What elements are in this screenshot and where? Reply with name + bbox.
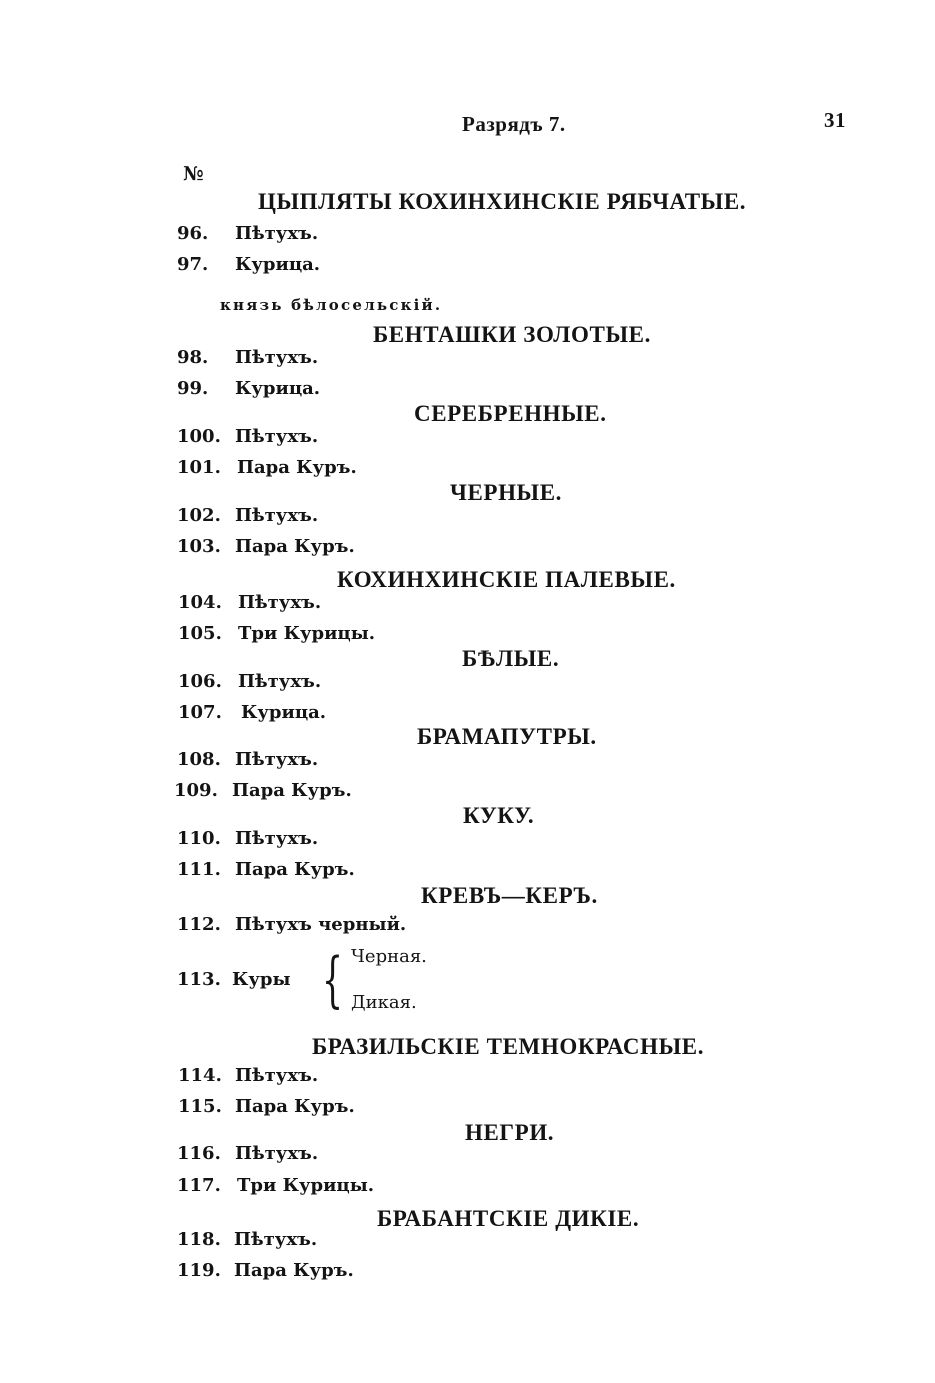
item-number: 111. xyxy=(177,859,221,880)
item-number: 119. xyxy=(177,1260,221,1281)
item-text: Пара Куръ. xyxy=(235,536,355,557)
list-item xyxy=(177,749,318,770)
item-text: Пѣтухъ. xyxy=(235,1065,319,1086)
item-number: 101. xyxy=(177,457,221,478)
section-heading: НЕГРИ. xyxy=(465,1120,555,1145)
item-text: Пѣтухъ. xyxy=(235,426,319,447)
item-number: 104. xyxy=(178,592,222,613)
item-text: Пара Куръ. xyxy=(237,457,357,478)
item-text: Пара Куръ. xyxy=(234,1260,354,1281)
list-item xyxy=(177,223,318,244)
list-item xyxy=(178,1096,355,1117)
list-item xyxy=(177,347,318,368)
section-heading: СЕРЕБРЕННЫЕ. xyxy=(414,401,607,426)
item-text: Три Курицы. xyxy=(237,1175,375,1196)
list-item xyxy=(177,254,320,275)
brace-symbol: { xyxy=(322,945,344,1015)
list-item xyxy=(178,592,321,613)
list-item xyxy=(177,914,406,935)
item-number: 97. xyxy=(177,254,209,275)
item-number: 108. xyxy=(177,749,221,770)
item-text: Курица. xyxy=(241,702,327,723)
section-heading: БРАБАНТСКІЕ ДИКІЕ. xyxy=(377,1206,640,1231)
list-item xyxy=(177,378,320,399)
section-heading: КРЕВЪ—КЕРЪ. xyxy=(421,883,598,908)
item-number: 96. xyxy=(177,223,209,244)
list-item xyxy=(177,536,355,557)
item-number: 99. xyxy=(177,378,209,399)
item-text: Пѣтухъ. xyxy=(235,347,319,368)
item-text: Пара Куръ. xyxy=(232,780,352,801)
item-text: Курица. xyxy=(235,378,321,399)
section-heading: БѢЛЫЕ. xyxy=(462,646,560,671)
list-item xyxy=(177,505,318,526)
item-number: 115. xyxy=(178,1096,222,1117)
item-number: 98. xyxy=(177,347,209,368)
list-item xyxy=(177,859,355,880)
running-header: Разрядъ 7. xyxy=(462,112,566,136)
list-item xyxy=(177,457,357,478)
section-heading: КОХИНХИНСКІЕ ПАЛЕВЫЕ. xyxy=(337,567,676,592)
item-text: Пѣтухъ. xyxy=(235,828,319,849)
page-number: 31 xyxy=(824,108,846,132)
list-item xyxy=(177,426,318,447)
item-number: 106. xyxy=(178,671,222,692)
section-heading: ЦЫПЛЯТЫ КОХИНХИНСКІЕ РЯБЧАТЫЕ. xyxy=(258,189,747,214)
item-text: Пѣтухъ. xyxy=(238,671,322,692)
number-sign: № xyxy=(183,163,204,185)
item-number: 117. xyxy=(177,1175,221,1196)
item-number: 102. xyxy=(177,505,221,526)
list-item xyxy=(177,1143,318,1164)
list-item xyxy=(178,623,375,644)
item-text: Пѣтухъ. xyxy=(238,592,322,613)
item-number: 112. xyxy=(177,914,221,935)
item-number: 114. xyxy=(178,1065,222,1086)
item-text: Пѣтухъ черный. xyxy=(235,914,407,935)
item-number: 109. xyxy=(174,780,218,801)
item-text: Пѣтухъ. xyxy=(235,223,319,244)
list-item xyxy=(178,671,321,692)
list-item xyxy=(177,1260,354,1281)
list-item xyxy=(178,702,326,723)
item-text: Пара Куръ. xyxy=(235,1096,355,1117)
item-text: Пѣтухъ. xyxy=(235,749,319,770)
sub-option: Черная. xyxy=(351,946,427,967)
item-text: Пѣтухъ. xyxy=(234,1229,318,1250)
item-number: 110. xyxy=(177,828,221,849)
list-item xyxy=(178,1065,318,1086)
exhibitor-name: князь бѣлосельскій. xyxy=(220,296,443,314)
item-number: 118. xyxy=(177,1229,221,1250)
item-number: 100. xyxy=(177,426,221,447)
list-item xyxy=(177,1229,317,1250)
item-text: Куры xyxy=(232,969,291,990)
section-heading: БЕНТАШКИ ЗОЛОТЫЕ. xyxy=(373,322,651,347)
item-text: Три Курицы. xyxy=(238,623,376,644)
item-number: 113. xyxy=(177,969,221,990)
section-heading: БРАМАПУТРЫ. xyxy=(417,724,597,749)
item-number: 103. xyxy=(177,536,221,557)
item-text: Пѣтухъ. xyxy=(235,505,319,526)
item-number: 116. xyxy=(177,1143,221,1164)
list-item xyxy=(177,1175,374,1196)
section-heading: ЧЕРНЫЕ. xyxy=(450,480,563,505)
sub-option: Дикая. xyxy=(351,992,417,1013)
item-number: 105. xyxy=(178,623,222,644)
item-text: Курица. xyxy=(235,254,321,275)
item-number: 107. xyxy=(178,702,222,723)
item-text: Пара Куръ. xyxy=(235,859,355,880)
section-heading: БРАЗИЛЬСКІЕ ТЕМНОКРАСНЫЕ. xyxy=(312,1034,705,1059)
list-item xyxy=(177,828,318,849)
section-heading: КУКУ. xyxy=(463,803,535,828)
list-item xyxy=(177,969,291,990)
item-text: Пѣтухъ. xyxy=(235,1143,319,1164)
list-item xyxy=(174,780,352,801)
